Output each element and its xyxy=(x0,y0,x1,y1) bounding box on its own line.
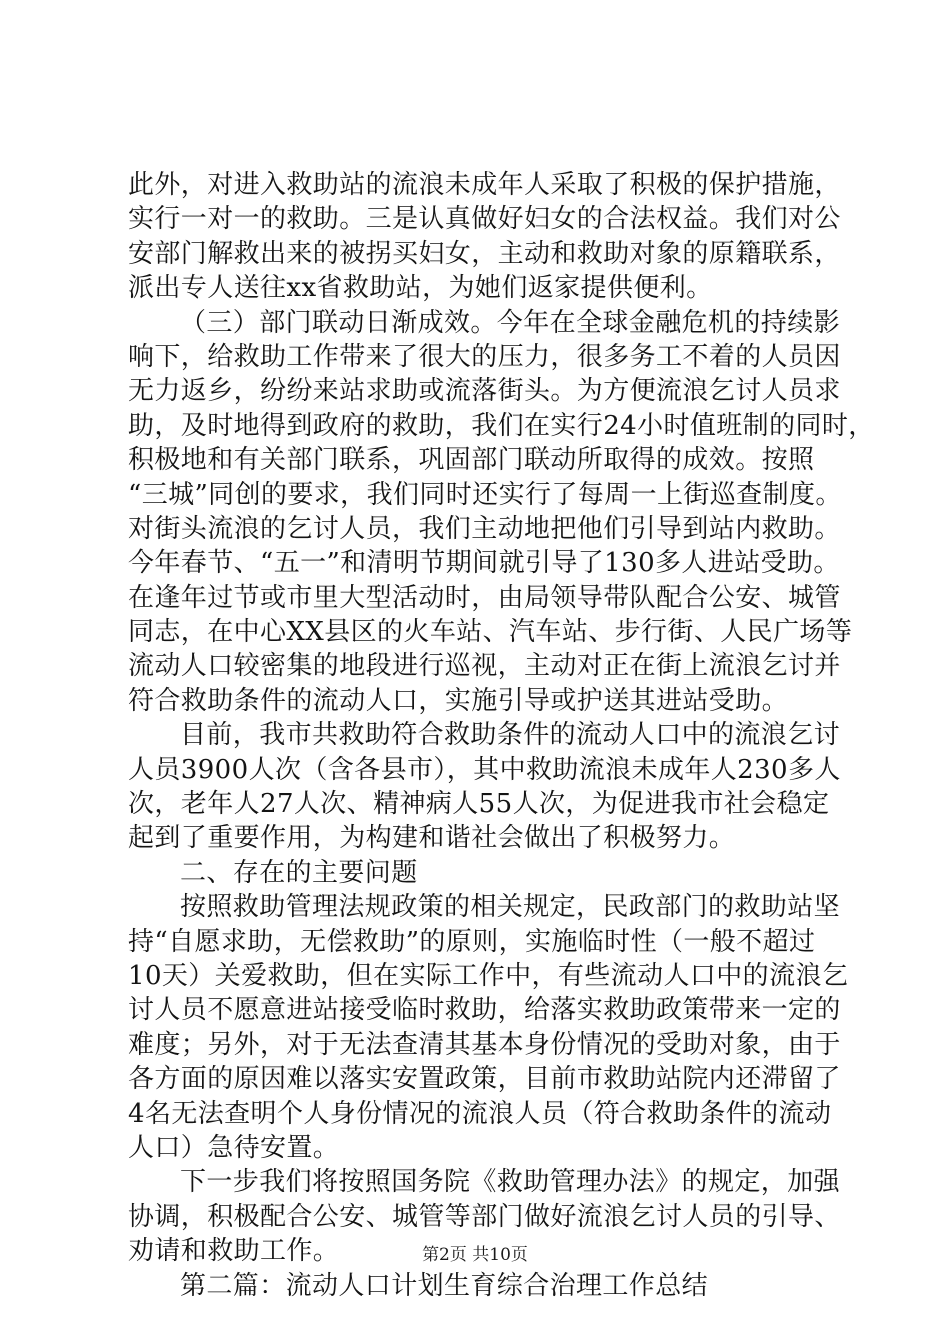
text-line: 同志，在中心XX县区的火车站、汽车站、步行街、人民广场等 xyxy=(128,617,853,648)
text-line: 响下，给救助工作带来了很大的压力，很多务工不着的人员因 xyxy=(128,341,841,372)
text-line: 人员3900人次（含各县市），其中救助流浪未成年人230多人 xyxy=(128,754,841,785)
text-line: 各方面的原因难以落实安置政策，目前市救助站院内还滞留了 xyxy=(128,1064,841,1095)
text-line: 4名无法查明个人身份情况的流浪人员（符合救助条件的流动 xyxy=(128,1098,832,1129)
text-line: 二、存在的主要问题 xyxy=(180,857,418,888)
text-line: 下一步我们将按照国务院《救助管理办法》的规定，加强 xyxy=(180,1167,841,1198)
text-line: 协调，积极配合公安、城管等部门做好流浪乞讨人员的引导、 xyxy=(128,1201,841,1232)
text-line: 按照救助管理法规政策的相关规定，民政部门的救助站坚 xyxy=(180,892,841,923)
document-body xyxy=(128,168,875,1303)
text-line: 讨人员不愿意进站接受临时救助，给落实救助政策带来一定的 xyxy=(128,995,841,1026)
text-line: 今年春节、“五一”和清明节期间就引导了130多人进站受助。 xyxy=(128,548,840,579)
text-line: 此外，对进入救助站的流浪未成年人采取了积极的保护措施， xyxy=(128,170,841,200)
text-line: 持“自愿求助，无偿救助”的原则，实施临时性（一般不超过 xyxy=(128,926,816,957)
text-line: 对街头流浪的乞讨人员，我们主动地把他们引导到站内救助。 xyxy=(128,513,841,544)
text-line: 次，老年人27人次、精神病人55人次，为促进我市社会稳定 xyxy=(128,789,830,820)
text-line: 符合救助条件的流动人口，实施引导或护送其进站受助。 xyxy=(128,685,789,716)
text-line: 目前，我市共救助符合救助条件的流动人口中的流浪乞讨 xyxy=(180,720,841,751)
text-line: 第二篇：流动人口计划生育综合治理工作总结 xyxy=(180,1270,709,1301)
text-line: 难度；另外，对于无法查清其基本身份情况的受助对象，由于 xyxy=(128,1029,841,1060)
text-line: 派出专人送往xx省救助站，为她们返家提供便利。 xyxy=(128,273,713,304)
text-line: （三）部门联动日渐成效。今年在全球金融危机的持续影 xyxy=(180,307,841,338)
text-line: “三城”同创的要求，我们同时还实行了每周一上街巡查制度。 xyxy=(128,479,842,510)
text-line: 积极地和有关部门联系，巩固部门联动所取得的成效。按照 xyxy=(128,445,815,476)
text-line: 劝请和救助工作。 xyxy=(128,1236,340,1267)
text-line: 助，及时地得到政府的救助，我们在实行24小时值班制的同时， xyxy=(128,410,875,441)
text-line: 10天）关爱救助，但在实际工作中，有些流动人口中的流浪乞 xyxy=(128,960,849,991)
text-line: 人口）急待安置。 xyxy=(128,1132,340,1163)
text-line: 无力返乡，纷纷来站求助或流落街头。为方便流浪乞讨人员求 xyxy=(128,376,841,407)
text-line: 在逢年过节或市里大型活动时，由局领导带队配合公安、城管 xyxy=(128,582,841,613)
text-line: 安部门解救出来的被拐买妇女，主动和救助对象的原籍联系， xyxy=(128,238,841,269)
text-line: 起到了重要作用，为构建和谐社会做出了积极努力。 xyxy=(128,823,736,854)
page-footer: 第2页 共10页 xyxy=(422,1245,528,1265)
text-line: 流动人口较密集的地段进行巡视，主动对正在街上流浪乞讨并 xyxy=(128,651,841,682)
text-line: 实行一对一的救助。三是认真做好妇女的合法权益。我们对公 xyxy=(128,204,841,235)
